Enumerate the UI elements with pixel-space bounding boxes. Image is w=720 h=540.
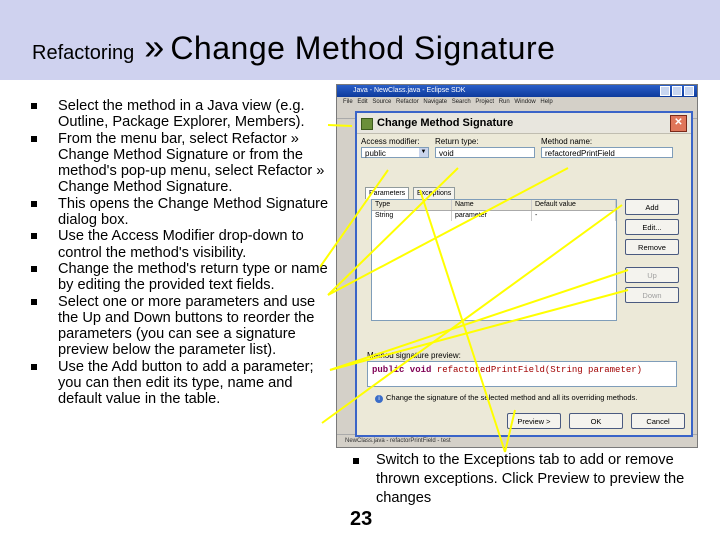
preview-keyword: public void <box>372 365 432 375</box>
access-modifier-value: public <box>365 149 386 158</box>
bullet-text: Select one or more parameters and use the Up and Down buttons to reorder the parameters (you can see a signature preview below the parameter list). <box>58 293 316 359</box>
close-icon[interactable]: ✕ <box>670 115 687 132</box>
edit-button[interactable]: Edit... <box>625 219 679 235</box>
bullet-text: Change the method's return type or name by editing the provided text fields. <box>58 260 328 294</box>
arrow-to-dialog-title <box>328 125 352 126</box>
return-type-field[interactable]: void <box>435 147 535 158</box>
param-type-cell[interactable]: String <box>372 211 452 221</box>
arrow-to-down-button <box>330 290 628 370</box>
preview-button[interactable]: Preview > <box>507 413 561 429</box>
tab-exceptions[interactable]: Exceptions <box>413 187 455 199</box>
message-text: Change the signature of the selected method and all its overriding methods. <box>386 393 638 402</box>
note-text: Switch to the Exceptions tab to add or remove thrown exceptions. Click Preview to preview the changes <box>376 452 685 506</box>
access-modifier-label: Access modifier: <box>361 137 420 146</box>
column-header-name[interactable]: Name <box>452 200 532 210</box>
method-name-label: Method name: <box>541 137 593 146</box>
slide-number: 23 <box>350 508 373 530</box>
arrow-to-add-button <box>322 205 622 423</box>
column-header-default[interactable]: Default value <box>532 200 616 210</box>
param-default-cell[interactable]: - <box>532 211 616 221</box>
remove-button[interactable]: Remove <box>625 239 679 255</box>
bullet-text: Select the method in a Java view (e.g. Outline, Package Explorer, Members). <box>58 98 305 131</box>
up-button[interactable]: Up <box>625 267 679 283</box>
preview-rest: refactoredPrintField(String parameter) <box>431 365 643 375</box>
title-prefix: Refactoring <box>32 42 135 64</box>
return-type-label: Return type: <box>435 137 479 146</box>
param-name-cell[interactable]: parameter <box>452 211 532 221</box>
arrow-to-access-modifier <box>320 170 388 267</box>
column-header-type[interactable]: Type <box>372 200 452 210</box>
arrow-to-return-type <box>328 168 458 295</box>
ok-button[interactable]: OK <box>569 413 623 429</box>
tab-parameters[interactable]: Parameters <box>365 187 409 199</box>
eclipse-menu-bar[interactable]: File Edit Source Refactor Navigate Search Project Run Window Help <box>343 99 553 105</box>
dialog-title: Change Method Signature <box>377 117 514 129</box>
eclipse-status-bar: NewClass.java - refactorPrintField - test <box>337 434 698 447</box>
preview-label: Method signature preview: <box>367 351 461 360</box>
down-button[interactable]: Down <box>625 287 679 303</box>
bullet-text: From the menu bar, select Refactor » Change Method Signature or from the method's pop-up menu, select Refactor » Change Method Signature. <box>58 130 325 196</box>
method-name-field[interactable]: refactoredPrintField <box>541 147 673 158</box>
bullet-text: Use the Access Modifier drop-down to control the method's visibility. <box>58 228 304 261</box>
add-button[interactable]: Add <box>625 199 679 215</box>
cancel-button[interactable]: Cancel <box>631 413 685 429</box>
arrow-to-preview-button <box>505 410 515 452</box>
arrow-to-up-button <box>330 270 628 370</box>
title-main: Change Method Signature <box>170 30 556 66</box>
eclipse-window-title: Java - NewClass.java - Eclipse SDK <box>353 87 466 94</box>
bullet-text: Use the Add button to add a parameter; you can then edit its type, name and default value in the table. <box>58 358 314 408</box>
bullet-square-icon <box>353 458 359 464</box>
bullet-text: This opens the Change Method Signature dialog box. <box>58 195 329 229</box>
exceptions-note <box>350 451 686 508</box>
arrow-to-exceptions-tab <box>420 190 505 452</box>
chevron-down-icon[interactable]: ▼ <box>420 149 427 155</box>
info-icon: i <box>375 395 383 403</box>
title-separator: » <box>144 26 165 67</box>
